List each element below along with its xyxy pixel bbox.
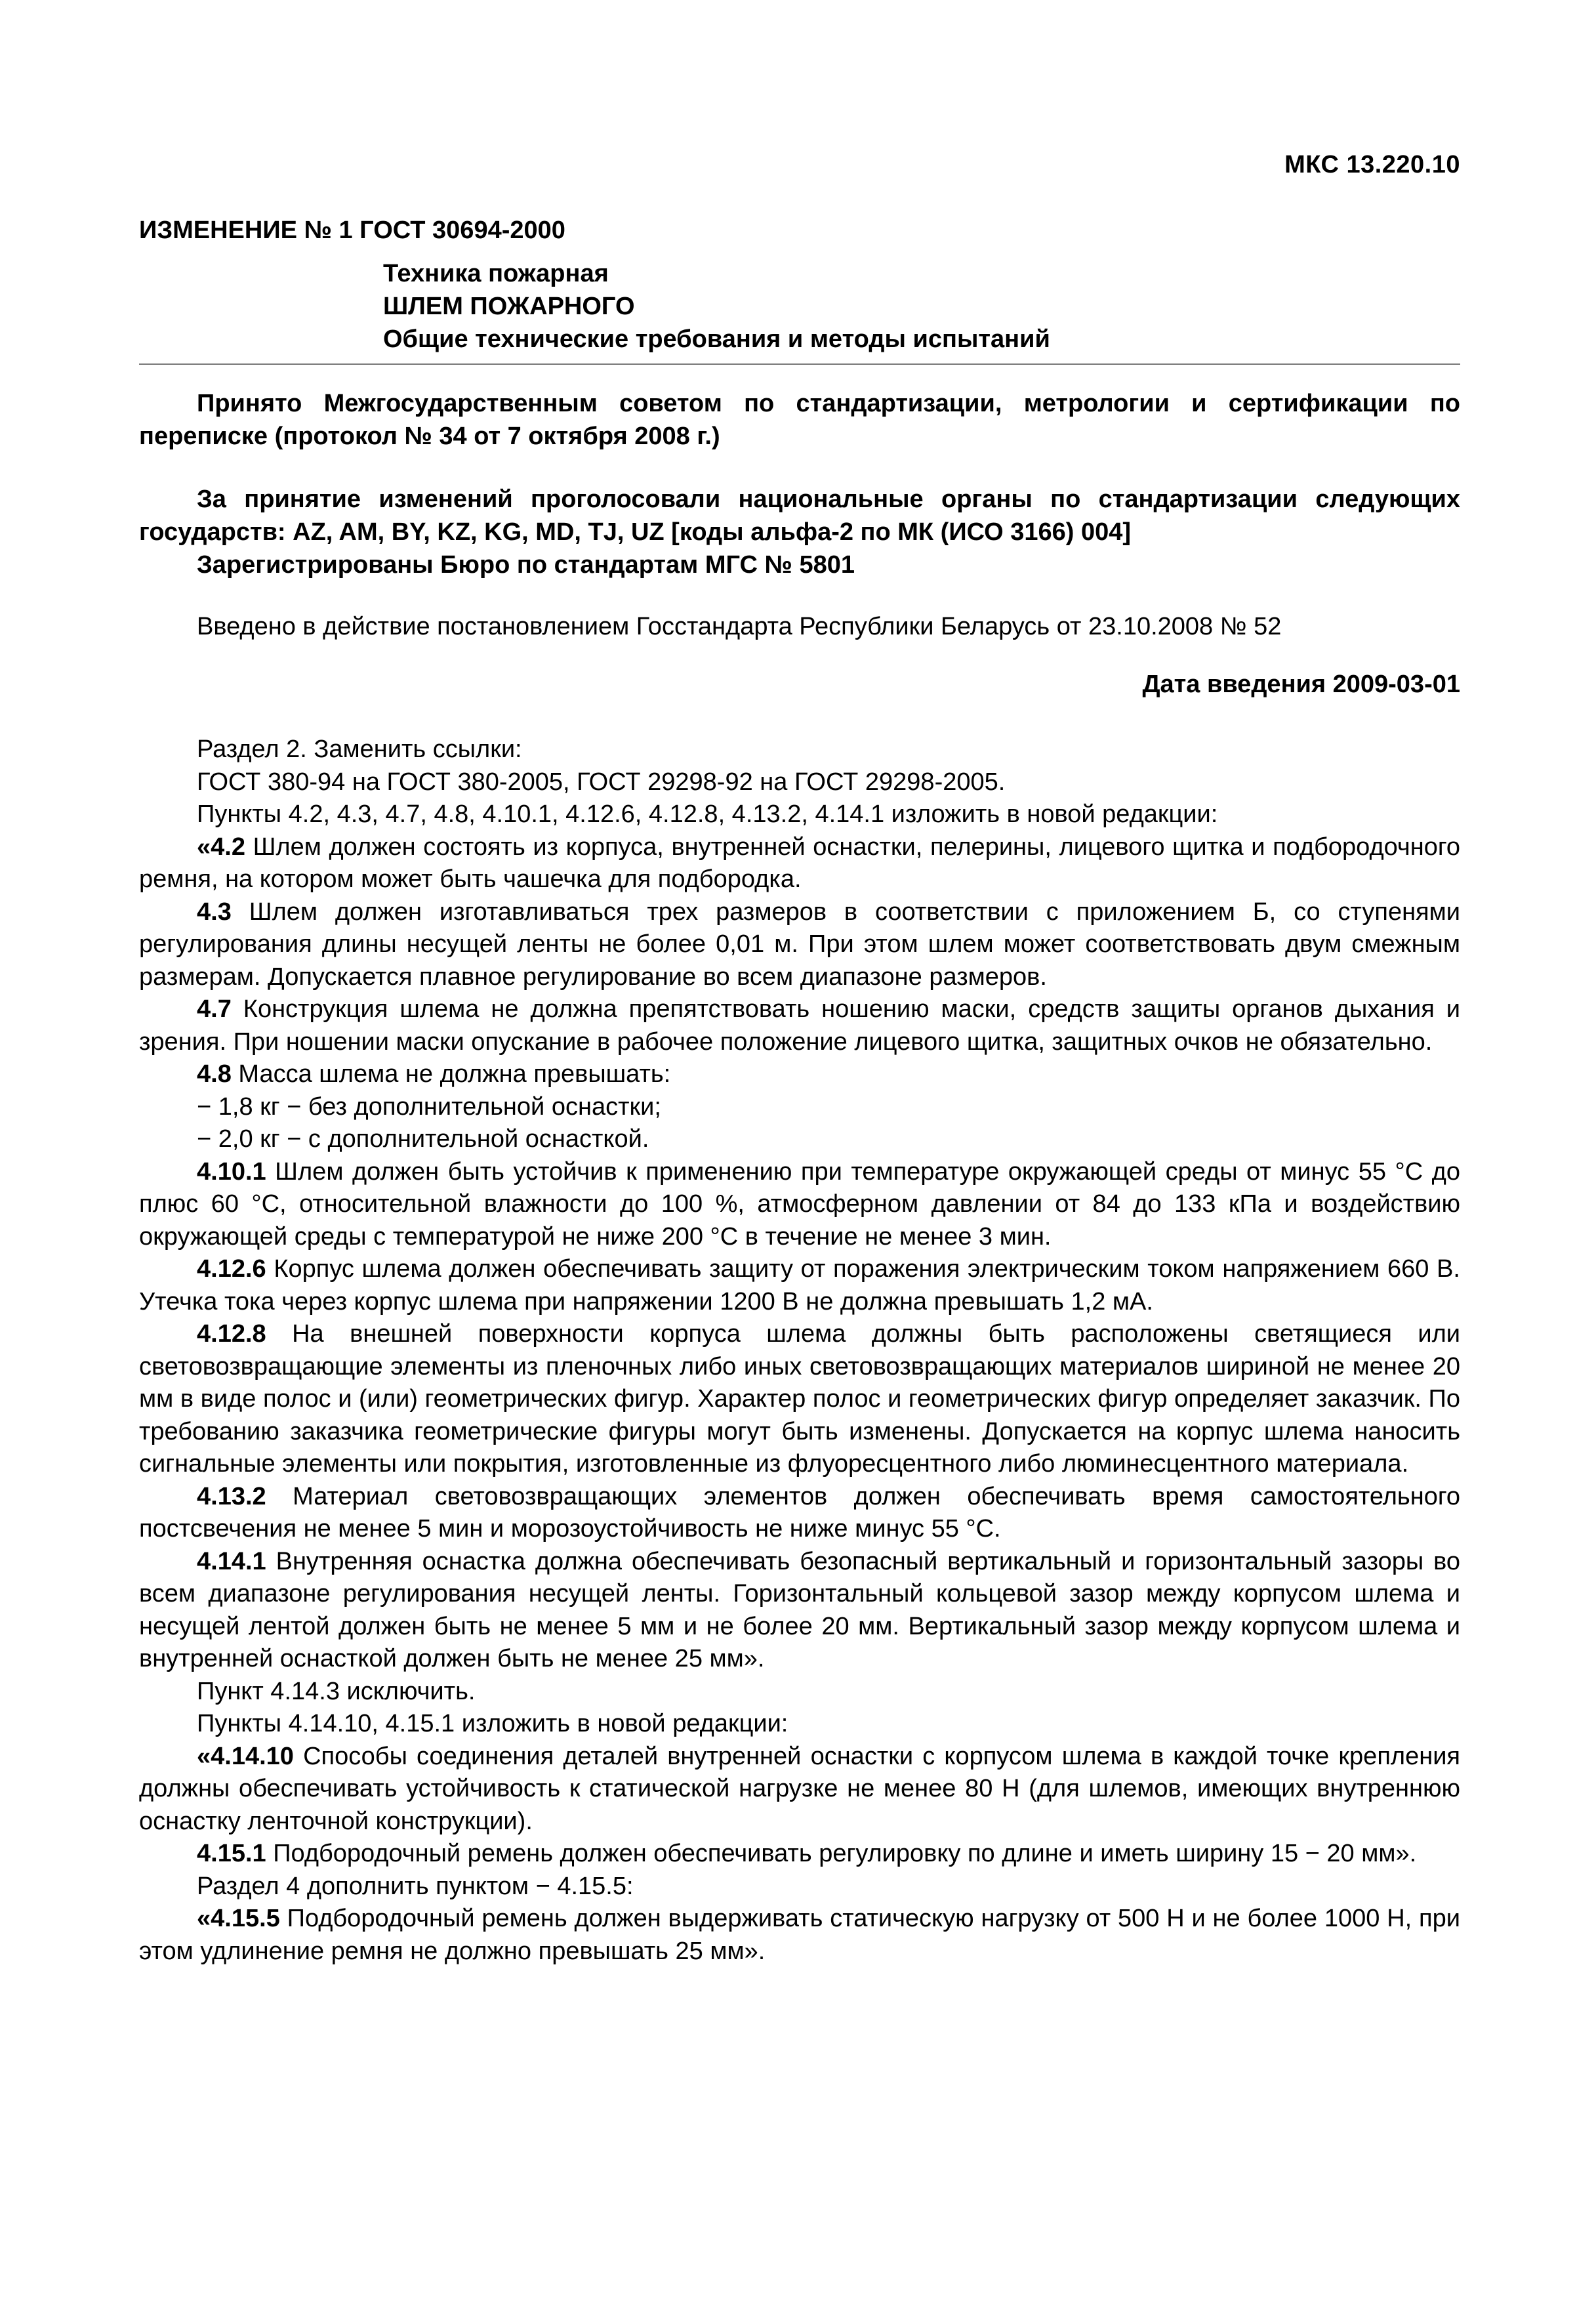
body-paragraph: Пункт 4.14.3 исключить. <box>197 1677 476 1705</box>
document-page <box>139 0 1460 2301</box>
list-item: − 1,8 кг − без дополнительной оснастки; <box>197 1092 661 1121</box>
body-paragraph: ГОСТ 380-94 на ГОСТ 380-2005, ГОСТ 29298-92 на ГОСТ 29298-2005. <box>197 768 1006 796</box>
clause-number: 4.10.1 <box>197 1157 266 1186</box>
clause-4-12-8 <box>139 1318 1460 1481</box>
clause-4-14-1 <box>139 1546 1460 1676</box>
clause-4-13-2 <box>139 1481 1460 1546</box>
clause-text: Способы соединения деталей внутренней оснастки с корпусом шлема в каждой точке крепления должны обеспечивать устойчивость к статической нагрузке не менее 80 Н (для шлемов, имеющих внутреннюю оснастку ленточной конструкции). <box>139 1742 1460 1835</box>
clause-number: 4.14.1 <box>197 1547 266 1575</box>
clause-text: Шлем должен изготавливаться трех размеров в соответствии с приложением Б, со ступенями регулирования длины несущей ленты не более 0,01 м. При этом шлем может соответствовать двум смежным размерам. Допускается плавное регулирование во всем диапазоне размеров. <box>139 898 1460 991</box>
clause-number: 4.15.1 <box>197 1840 266 1867</box>
clause-number: 4.13.2 <box>197 1482 266 1510</box>
change-title: ИЗМЕНЕНИЕ № 1 ГОСТ 30694-2000 <box>139 217 565 244</box>
clause-4-7 <box>139 993 1460 1058</box>
subtitle-name: ШЛЕМ ПОЖАРНОГО <box>383 293 635 320</box>
clause-number: 4.12.8 <box>197 1320 266 1348</box>
clause-text: Конструкция шлема не должна препятствовать ношению маски, средств защиты органов дыхания и зрения. При ношении маски опускание в рабочее положение лицевого щитка, защитных очков не обязательно. <box>139 995 1460 1056</box>
clause-4-14-10 <box>139 1741 1460 1838</box>
list-item: − 2,0 кг − с дополнительной оснасткой. <box>197 1125 649 1153</box>
clause-text: Подбородочный ремень должен обеспечивать регулировку по длине и иметь ширину 15 − 20 мм». <box>266 1840 1417 1867</box>
clause-text: На внешней поверхности корпуса шлема должны быть расположены светящиеся или световозвращающие элементы из пленочных либо иных световозвращающих материалов шириной не менее 20 мм в виде полос и (или) геометрических фигур. Характер полос и геометрических фигур определяет заказчик. По требованию заказчика геометрические фигуры могут быть изменены. Допускается на корпус шлема наносить сигнальные элементы или покрытия, изготовленные из флуоресцентного либо люминесцентного материала. <box>139 1320 1460 1478</box>
clause-text: Подбородочный ремень должен выдерживать статическую нагрузку от 500 Н и не более 1000 Н, при этом удлинение ремня не должно превышать 25 мм». <box>139 1905 1460 1965</box>
clause-number: «4.15.5 <box>197 1905 280 1932</box>
clause-4-15-1 <box>139 1838 1460 1871</box>
adoption-registered: Зарегистрированы Бюро по стандартам МГС № 5801 <box>197 551 855 579</box>
clause-text: Масса шлема не должна превышать: <box>231 1060 671 1088</box>
adoption-enacted: Введено в действие постановлением Госстандарта Республики Беларусь от 23.10.2008 № 52 <box>197 613 1282 640</box>
clause-4-12-6 <box>139 1253 1460 1318</box>
effective-date: Дата введения 2009-03-01 <box>1142 671 1460 698</box>
mks-code: МКС 13.220.10 <box>1284 151 1460 178</box>
subtitle-category: Техника пожарная <box>383 260 609 287</box>
clause-number: «4.14.10 <box>197 1742 294 1770</box>
change-body <box>139 734 1460 1968</box>
clause-number: 4.7 <box>197 995 232 1023</box>
clause-number: «4.2 <box>197 833 245 861</box>
clause-text: Корпус шлема должен обеспечивать защиту от поражения электрическим током напряжением 660 В. Утечка тока через корпус шлема при напряжении 1200 В не должна превышать 1,2 мА. <box>139 1255 1460 1316</box>
clause-4-10-1 <box>139 1156 1460 1254</box>
body-paragraph: Пункты 4.14.10, 4.15.1 изложить в новой редакции: <box>197 1710 788 1737</box>
clause-text: Материал световозвращающих элементов должен обеспечивать время самостоятельного постсвечения не менее 5 мин и морозоустойчивость не ниже минус 55 °С. <box>139 1482 1460 1543</box>
clause-number: 4.12.6 <box>197 1255 266 1283</box>
clause-4-3 <box>139 896 1460 994</box>
clause-text: Шлем должен состоять из корпуса, внутренней оснастки, пелерины, лицевого щитка и подбородочного ремня, на котором может быть чашечка для подбородка. <box>139 833 1460 893</box>
clause-4-2 <box>139 831 1460 896</box>
clause-text: Внутренняя оснастка должна обеспечивать безопасный вертикальный и горизонтальный зазоры во всем диапазоне регулирования несущей ленты. Горизонтальный кольцевой зазор между корпусом шлема и несущей лентой должен быть не менее 5 мм и не более 20 мм. Вертикальный зазор между корпусом шлема и внутренней оснасткой должен быть не менее 25 мм». <box>139 1547 1460 1672</box>
adoption-voted: За принятие изменений проголосовали национальные органы по стандартизации следующих государств: AZ, AM, BY, KZ, KG, MD, TJ, UZ [коды альфа-2 по МК (ИСО 3166) 004] <box>139 486 1460 546</box>
clause-number: 4.8 <box>197 1060 232 1088</box>
header-divider <box>139 363 1460 365</box>
body-paragraph: Пункты 4.2, 4.3, 4.7, 4.8, 4.10.1, 4.12.6, 4.12.8, 4.13.2, 4.14.1 изложить в новой редакции: <box>197 800 1218 828</box>
clause-4-15-5 <box>139 1903 1460 1968</box>
clause-number: 4.3 <box>197 898 232 926</box>
clause-4-8 <box>139 1058 1460 1091</box>
subtitle-scope: Общие технические требования и методы испытаний <box>383 325 1050 353</box>
clause-text: Шлем должен быть устойчив к применению при температуре окружающей среды от минус 55 °С до плюс 60 °С, относительной влажности до 100 %, атмосферном давлении от 84 до 133 кПа и воздействию окружающей среды с температурой не ниже 200 °С в течение не менее 3 мин. <box>139 1157 1460 1251</box>
adoption-accepted: Принято Межгосударственным советом по стандартизации, метрологии и сертификации по переписке (протокол № 34 от 7 октября 2008 г.) <box>139 390 1460 450</box>
body-paragraph: Раздел 2. Заменить ссылки: <box>197 736 522 763</box>
body-paragraph: Раздел 4 дополнить пунктом − 4.15.5: <box>197 1872 634 1900</box>
